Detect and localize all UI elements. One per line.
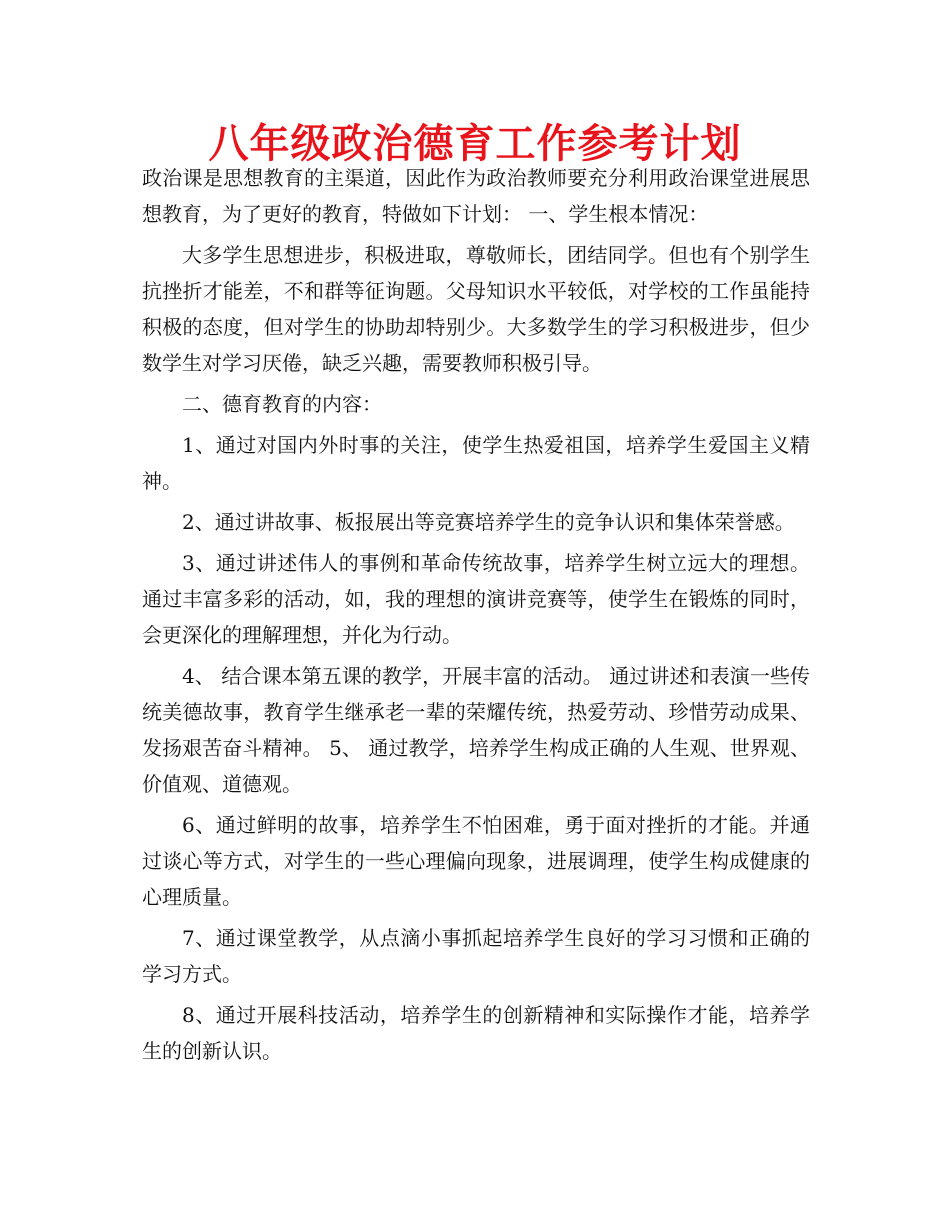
paragraph-item-8: 8、通过开展科技活动，培养学生的创新精神和实际操作才能，培养学生的创新认识。 [142,1003,810,1063]
paragraph-section-heading: 二、德育教育的内容： [182,392,382,416]
paragraph-student-situation: 大多学生思想进步，积极进取，尊敬师长，团结同学。但也有个别学生抗挫折才能差，不和群等征询题。父母知识水平较低，对学校的工作虽能持积极的态度，但对学生的协助却特别少。大多数学生的学习积极进步，但少数学生对学习厌倦，缺乏兴趣，需要教师积极引导。 [142,243,810,375]
paragraph-item-4-5: 4、 结合课本第五课的教学，开展丰富的活动。 通过讲述和表演一些传统美德故事，教育学生继承老一辈的荣耀传统，热爱劳动、珍惜劳动成果、发扬艰苦奋斗精神。 5、 通过教学，培养学生构成正确的人生观、世界观、价值观、道德观。 [142,664,810,796]
paragraph-item-3: 3、通过讲述伟人的事例和革命传统故事，培养学生树立远大的理想。通过丰富多彩的活动，如，我的理想的演讲竞赛等，使学生在锻炼的同时，会更深化的理解理想，并化为行动。 [142,551,810,647]
document-body [142,160,810,1074]
document-title: 八年级政治德育工作参考计划 [208,121,742,167]
paragraph-item-7: 7、通过课堂教学，从点滴小事抓起培养学生良好的学习习惯和正确的学习方式。 [142,926,810,986]
paragraph-intro: 政治课是思想教育的主渠道，因此作为政治教师要充分利用政治课堂进展思想教育，为了更好的教育，特做如下计划： 一、学生根本情况： [142,166,810,226]
paragraph-item-1: 1、通过对国内外时事的关注，使学生热爱祖国，培养学生爱国主义精神。 [142,433,810,493]
paragraph-item-2: 2、通过讲故事、板报展出等竞赛培养学生的竞争认识和集体荣誉感。 [182,510,795,534]
paragraph-item-6: 6、通过鲜明的故事，培养学生不怕困难，勇于面对挫折的才能。并通过谈心等方式，对学生的一些心理偏向现象，进展调理，使学生构成健康的心理质量。 [142,813,810,909]
